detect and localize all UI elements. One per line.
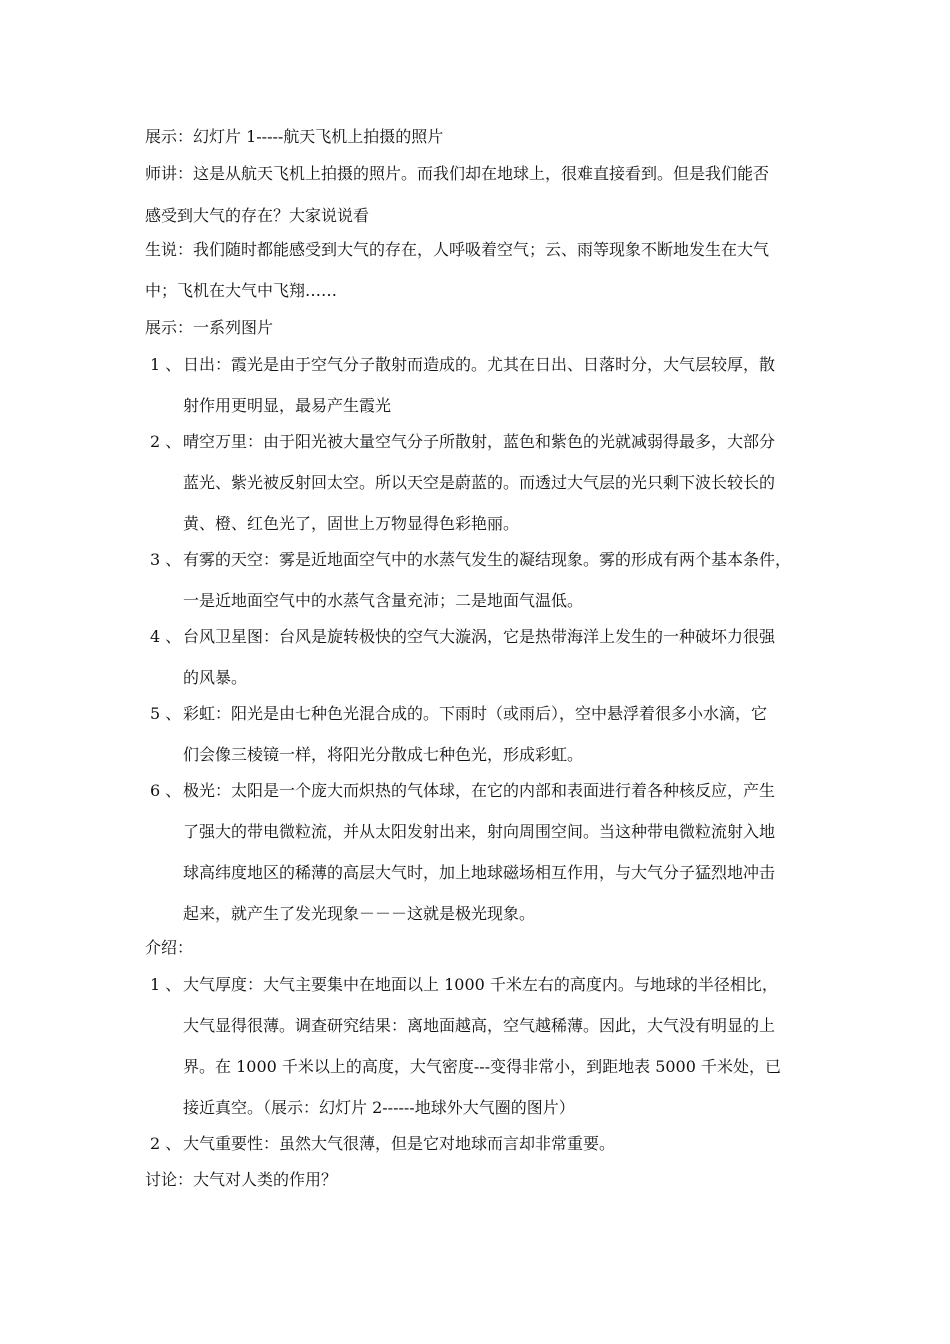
paragraph-line: 中；飞机在大气中飞翔…… (145, 281, 338, 300)
list-item-line: 日出：霞光是由于空气分子散射而造成的。尤其在日出、日落时分，大气层较厚，散 (183, 355, 776, 374)
paragraph-line: 师讲：这是从航天飞机上拍摄的照片。而我们却在地球上，很难直接看到。但是我们能否 (145, 164, 770, 183)
list-item-line: 们会像三棱镜一样，将阳光分散成七种色光，形成彩虹。 (183, 745, 584, 764)
list-item-line: 大气重要性：虽然大气很薄，但是它对地球而言却非常重要。 (183, 1134, 616, 1153)
list-number: 4 、 (150, 627, 182, 646)
paragraph-line: 展示：一系列图片 (145, 318, 274, 337)
paragraph-line: 生说：我们随时都能感受到大气的存在，人呼吸着空气；云、雨等现象不断地发生在大气 (145, 240, 770, 259)
list-item-line: 彩虹：阳光是由七种色光混合成的。下雨时（或雨后），空中悬浮着很多小水滴，它 (183, 704, 768, 723)
list-item-line: 的风暴。 (183, 668, 248, 687)
list-item-line: 大气显得很薄。调查研究结果：离地面越高，空气越稀薄。因此，大气没有明显的上 (183, 1016, 776, 1035)
list-item-line: 球高纬度地区的稀薄的高层大气时，加上地球磁场相互作用，与大气分子猛烈地冲击 (183, 863, 776, 882)
list-number: 3 、 (150, 550, 182, 569)
list-item-line: 接近真空。（展示：幻灯片 2------地球外大气圈的图片） (183, 1098, 575, 1117)
list-item-line: 起来，就产生了发光现象－－－这就是极光现象。 (183, 904, 536, 923)
list-item-line: 蓝光、紫光被反射回太空。所以天空是蔚蓝的。而透过大气层的光只剩下波长较长的 (183, 473, 776, 492)
list-number: 1 、 (150, 975, 182, 994)
list-item-line: 台风卫星图：台风是旋转极快的空气大漩涡，它是热带海洋上发生的一种破坏力很强 (183, 627, 776, 646)
list-item-line: 界。在 1000 千米以上的高度，大气密度---变得非常小，到距地表 5000 千米处，已 (183, 1057, 782, 1076)
list-number: 2 、 (150, 432, 182, 451)
list-item-line: 极光：太阳是一个庞大而炽热的气体球，在它的内部和表面进行着各种核反应，产生 (183, 781, 776, 800)
list-item-line: 黄、橙、红色光了，固世上万物显得色彩艳丽。 (183, 514, 520, 533)
section-heading: 介绍： (145, 938, 194, 957)
list-number: 5 、 (150, 704, 182, 723)
list-item-line: 一是近地面空气中的水蒸气含量充沛；二是地面气温低。 (183, 591, 584, 610)
paragraph-line: 讨论：大气对人类的作用？ (145, 1170, 338, 1189)
list-item-line: 了强大的带电微粒流，并从太阳发射出来，射向周围空间。当这种带电微粒流射入地 (183, 822, 776, 841)
list-number: 1 、 (150, 355, 182, 374)
list-item-line: 有雾的天空：雾是近地面空气中的水蒸气发生的凝结现象。雾的形成有两个基本条件， (183, 550, 792, 569)
paragraph-line: 感受到大气的存在？大家说说看 (145, 206, 370, 225)
list-number: 2 、 (150, 1134, 182, 1153)
paragraph-line: 展示：幻灯片 1-----航天飞机上拍摄的照片 (145, 127, 444, 146)
list-number: 6 、 (150, 781, 182, 800)
list-item-line: 大气厚度：大气主要集中在地面以上 1000 千米左右的高度内。与地球的半径相比， (183, 975, 778, 994)
list-item-line: 晴空万里：由于阳光被大量空气分子所散射，蓝色和紫色的光就减弱得最多，大部分 (183, 432, 776, 451)
list-item-line: 射作用更明显，最易产生霞光 (183, 396, 392, 415)
